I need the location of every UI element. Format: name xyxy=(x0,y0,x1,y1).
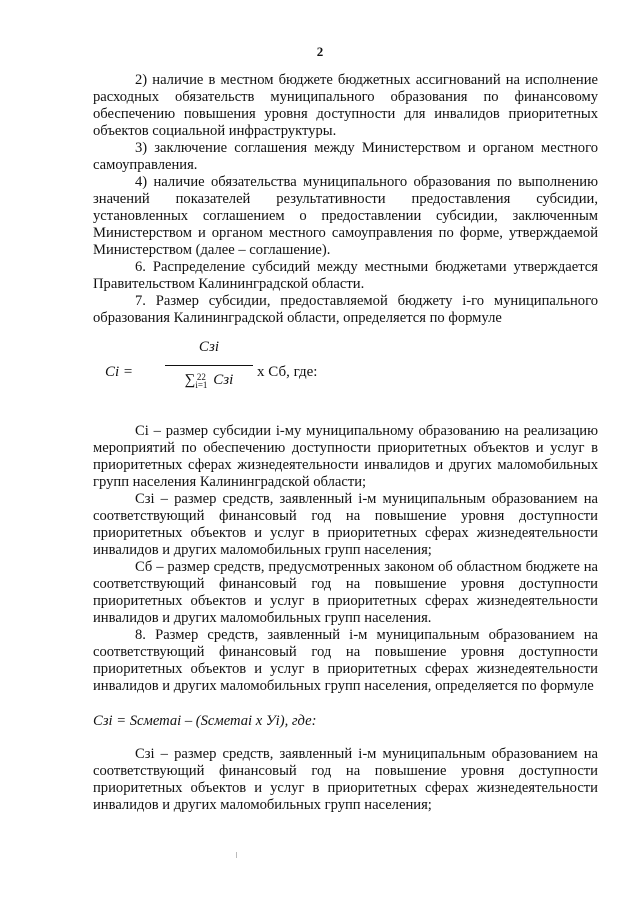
scan-mark xyxy=(236,852,237,858)
paragraph-item-2: 2) наличие в местном бюджете бюджетных ассигнований на исполнение расходных обязательств муниципального образования по финансовому обеспечению повышения уровня доступности для инвалидов приоритетных объектов социальной инфраструктуры. xyxy=(93,72,598,139)
definition-czi: Сзi – размер средств, заявленный i-м муниципальным образованием на соответствующий финансовый год на повышение уровня доступности приоритетных объектов и услуг в приоритетных сферах жизнедеятельности инвалидов и других маломобильных групп населения; xyxy=(93,491,598,558)
definition-cb: Сб – размер средств, предусмотренных законом об областном бюджете на соответствующий финансовый год на повышение уровня доступности приоритетных объектов и услуг в приоритетных сферах жизнедеятельности инвалидов и других маломобильных групп населения. xyxy=(93,559,598,626)
formula-lhs: Ci = xyxy=(105,364,134,380)
fraction-bar xyxy=(165,365,253,366)
sum-sign: ∑ xyxy=(184,372,196,388)
sum-lower-limit: i=1 xyxy=(195,379,208,390)
document-body xyxy=(93,72,598,814)
formula-numerator: Сзi xyxy=(198,339,220,355)
page-number: 2 xyxy=(316,44,324,59)
paragraph-clause-7: 7. Размер субсидии, предоставляемой бюджету i-го муниципального образования Калининградской области, определяется по формуле xyxy=(93,293,598,326)
sum-term: Сзi xyxy=(213,372,234,388)
formula-fraction xyxy=(165,337,253,389)
claimed-funds-formula xyxy=(93,713,598,730)
paragraph-clause-6: 6. Распределение субсидий между местными бюджетами утверждается Правительством Калининградской области. xyxy=(93,259,598,292)
subsidy-formula xyxy=(93,337,598,415)
definition-czi-repeat: Сзi – размер средств, заявленный i-м муниципальным образованием на соответствующий финансовый год на повышение уровня доступности приоритетных объектов и услуг в приоритетных сферах жизнедеятельности инвалидов и других маломобильных групп населения; xyxy=(93,746,598,813)
paragraph-item-3: 3) заключение соглашения между Министерством и органом местного самоуправления. xyxy=(93,140,598,173)
paragraph-clause-8: 8. Размер средств, заявленный i-м муниципальным образованием на соответствующий финансовый год на повышение уровня доступности приоритетных объектов и услуг в приоритетных сферах жизнедеятельности инвалидов и других маломобильных групп населения, определяется по формуле xyxy=(93,627,598,694)
paragraph-item-4: 4) наличие обязательства муниципального образования по выполнению значений показателей результативности предоставления субсидии, установленных соглашением о предоставлении субсидии, заключенным Министерством и органом местного самоуправления по форме, утверждаемой Министерством (далее – соглашение). xyxy=(93,174,598,258)
formula2-text: Сзi = Sсметаi – (Sсметаi х Уi), где: xyxy=(93,713,317,729)
sum-limits xyxy=(195,373,207,389)
formula-denominator xyxy=(165,372,253,389)
sum-upper-limit: 22 xyxy=(196,371,206,382)
formula-rhs: х Сб, где: xyxy=(257,364,318,380)
definition-ci: Сi – размер субсидии i-му муниципальному образованию на реализацию мероприятий по обеспечению доступности приоритетных объектов и услуг в приоритетных сферах жизнедеятельности инвалидов и других маломобильных групп населения Калининградской области; xyxy=(93,423,598,490)
